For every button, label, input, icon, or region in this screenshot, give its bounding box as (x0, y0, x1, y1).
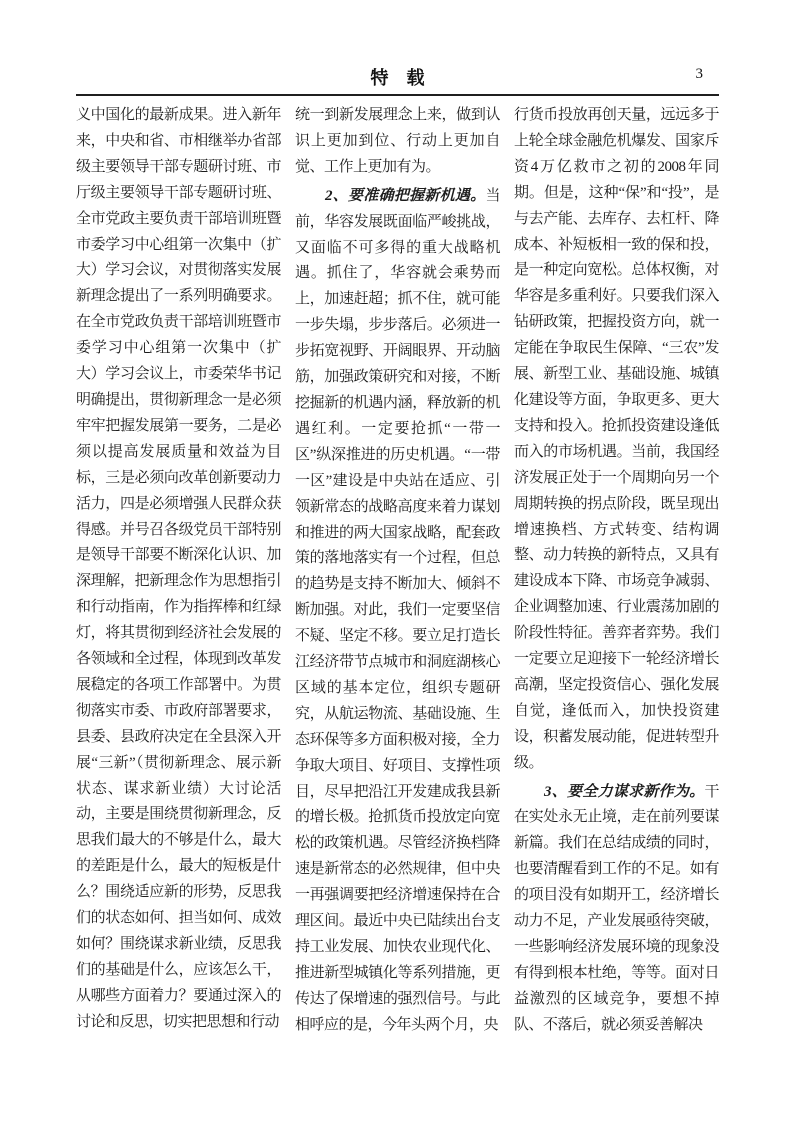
page-title: 特 载 (370, 68, 425, 88)
section-heading-3: 3、要全力谋求新作为。 (544, 783, 705, 800)
page-body (76, 103, 719, 1039)
text-column-1 (76, 103, 281, 1039)
text-column-3 (514, 103, 719, 1039)
paragraph-continued: 行货币投放再创天量，远远多于上轮全球金融危机爆发、国家斥资4万亿救市之初的2008年同期。但是，这种“保”和“投”，是与去产能、去库存、去杠杆、降成本、补短板相一致的保和投，是一种定向宽松。总体权衡，对华容是多重利好。只要我们深入钻研政策，把握投资方向，就一定能在争取民生保障、“三农”发展、新型工业、基础设施、城镇化建设等方面，争取更多、更大支持和投入。抢抓投资建设逢低而入的市场机遇。当前，我国经济发展正处于一个周期向另一个周期转换的拐点阶段，既呈现出增速换档、方式转变、结构调整、动力转换的新特点，又具有建设成本下降、市场竞争减弱、企业调整加速、行业震荡加剧的阶段性特征。善弈者弈势。我们一定要立足迎接下一轮经济增长高潮，坚定投资信心、强化发展自觉，逢低而入，加快投资建设，积蓄发展动能，促进转型升级。 (514, 107, 719, 771)
paragraph-text: 干在实处永无止境，走在前列要谋新篇。我们在总结成绩的同时，也要清醒看到工作的不足。如有的项目没有如期开工，经济增长动力不足，产业发展亟待突破，一些影响经济发展环境的现象没有得到根本杜绝，等等。面对日益激烈的区域竞争，要想不掉队、不落后，就必须妥善解决 (514, 783, 719, 1033)
paragraph-continued: 统一到新发展理念上来，做到认识上更加到位、行动上更加自觉、工作上更加有为。 (295, 107, 500, 175)
header-rule (76, 94, 719, 96)
section-heading-2: 2、要准确把握新机遇。 (325, 187, 486, 204)
paragraph-continued: 义中国化的最新成果。进入新年来，中央和省、市相继举办省部级主要领导干部专题研讨班、市厅级主要领导干部专题研讨班、全市党政主要负责干部培训班暨市委学习中心组第一次集中（扩大）学习会议，对贯彻落实发展新理念提出了一系列明确要求。在全市党政负责干部培训班暨市委学习中心组第一次集中（扩大）学习会议上，市委荣华书记明确提出，贯彻新理念一是必须牢牢把握发展第一要务，二是必须以提高发展质量和效益为目标，三是必须向改革创新要动力活力，四是必须增强人民群众获得感。并号召各级党员干部特别是领导干部要不断深化认识、加深理解，把新理念作为思想指引和行动指南，作为指挥棒和红绿灯，将其贯彻到经济社会发展的各领域和全过程，体现到改革发展稳定的各项工作部署中。为贯彻落实市委、市政府部署要求，县委、县政府决定在全县深入开展“三新”（贯彻新理念、展示新状态、谋求新业绩）大讨论活动，主要是围绕贯彻新理念，反思我们最大的不够是什么，最大的差距是什么，最大的短板是什么？围绕适应新的形势，反思我们的状态如何、担当如何、成效如何？围绕谋求新业绩，反思我们的基础是什么，应该怎么干，从哪些方面着力？要通过深入的讨论和反思，切实把思想和行动 (76, 107, 281, 1030)
page-number: 3 (695, 66, 703, 82)
paragraph-section-2 (295, 184, 500, 1039)
paragraph-text: 当前，华容发展既面临严峻挑战，又面临不可多得的重大战略机遇。抓住了，华容就会乘势而上，加速赶超；抓不住，就可能一步失塌，步步落后。必须进一步拓宽视野、开阔眼界、开动脑筋，加强政策研究和对接，不断挖掘新的机遇内涵，释放新的机遇红利。一定要抢抓“一带一区”纵深推进的历史机遇。“一带一区”建设是中央站在适应、引领新常态的战略高度来着力谋划和推进的两大国家战略，配套政策的落地落实有一个过程，但总的趋势是支持不断加大、倾斜不断加强。对此，我们一定要坚信不疑、坚定不移。要立足打造长江经济带节点城市和洞庭湖核心区域的基本定位，组织专题研究，从航运物流、基础设施、生态环保等多方面积极对接，全力争取大项目、好项目、支撑性项目，尽早把沿江开发建成我县新的增长极。抢抓货币投放定向宽松的政策机遇。尽管经济换档降速是新常态的必然规律，但中央一再强调要把经济增速保持在合理区间。最近中央已陆续出台支持工业发展、加快农业现代化、推进新型城镇化等系列措施，更传达了保增速的强烈信号。与此相呼应的是，今年头两个月，央 (295, 187, 500, 1033)
page-header (76, 64, 719, 90)
paragraph-section-3 (514, 780, 719, 1039)
text-column-2 (295, 103, 500, 1039)
